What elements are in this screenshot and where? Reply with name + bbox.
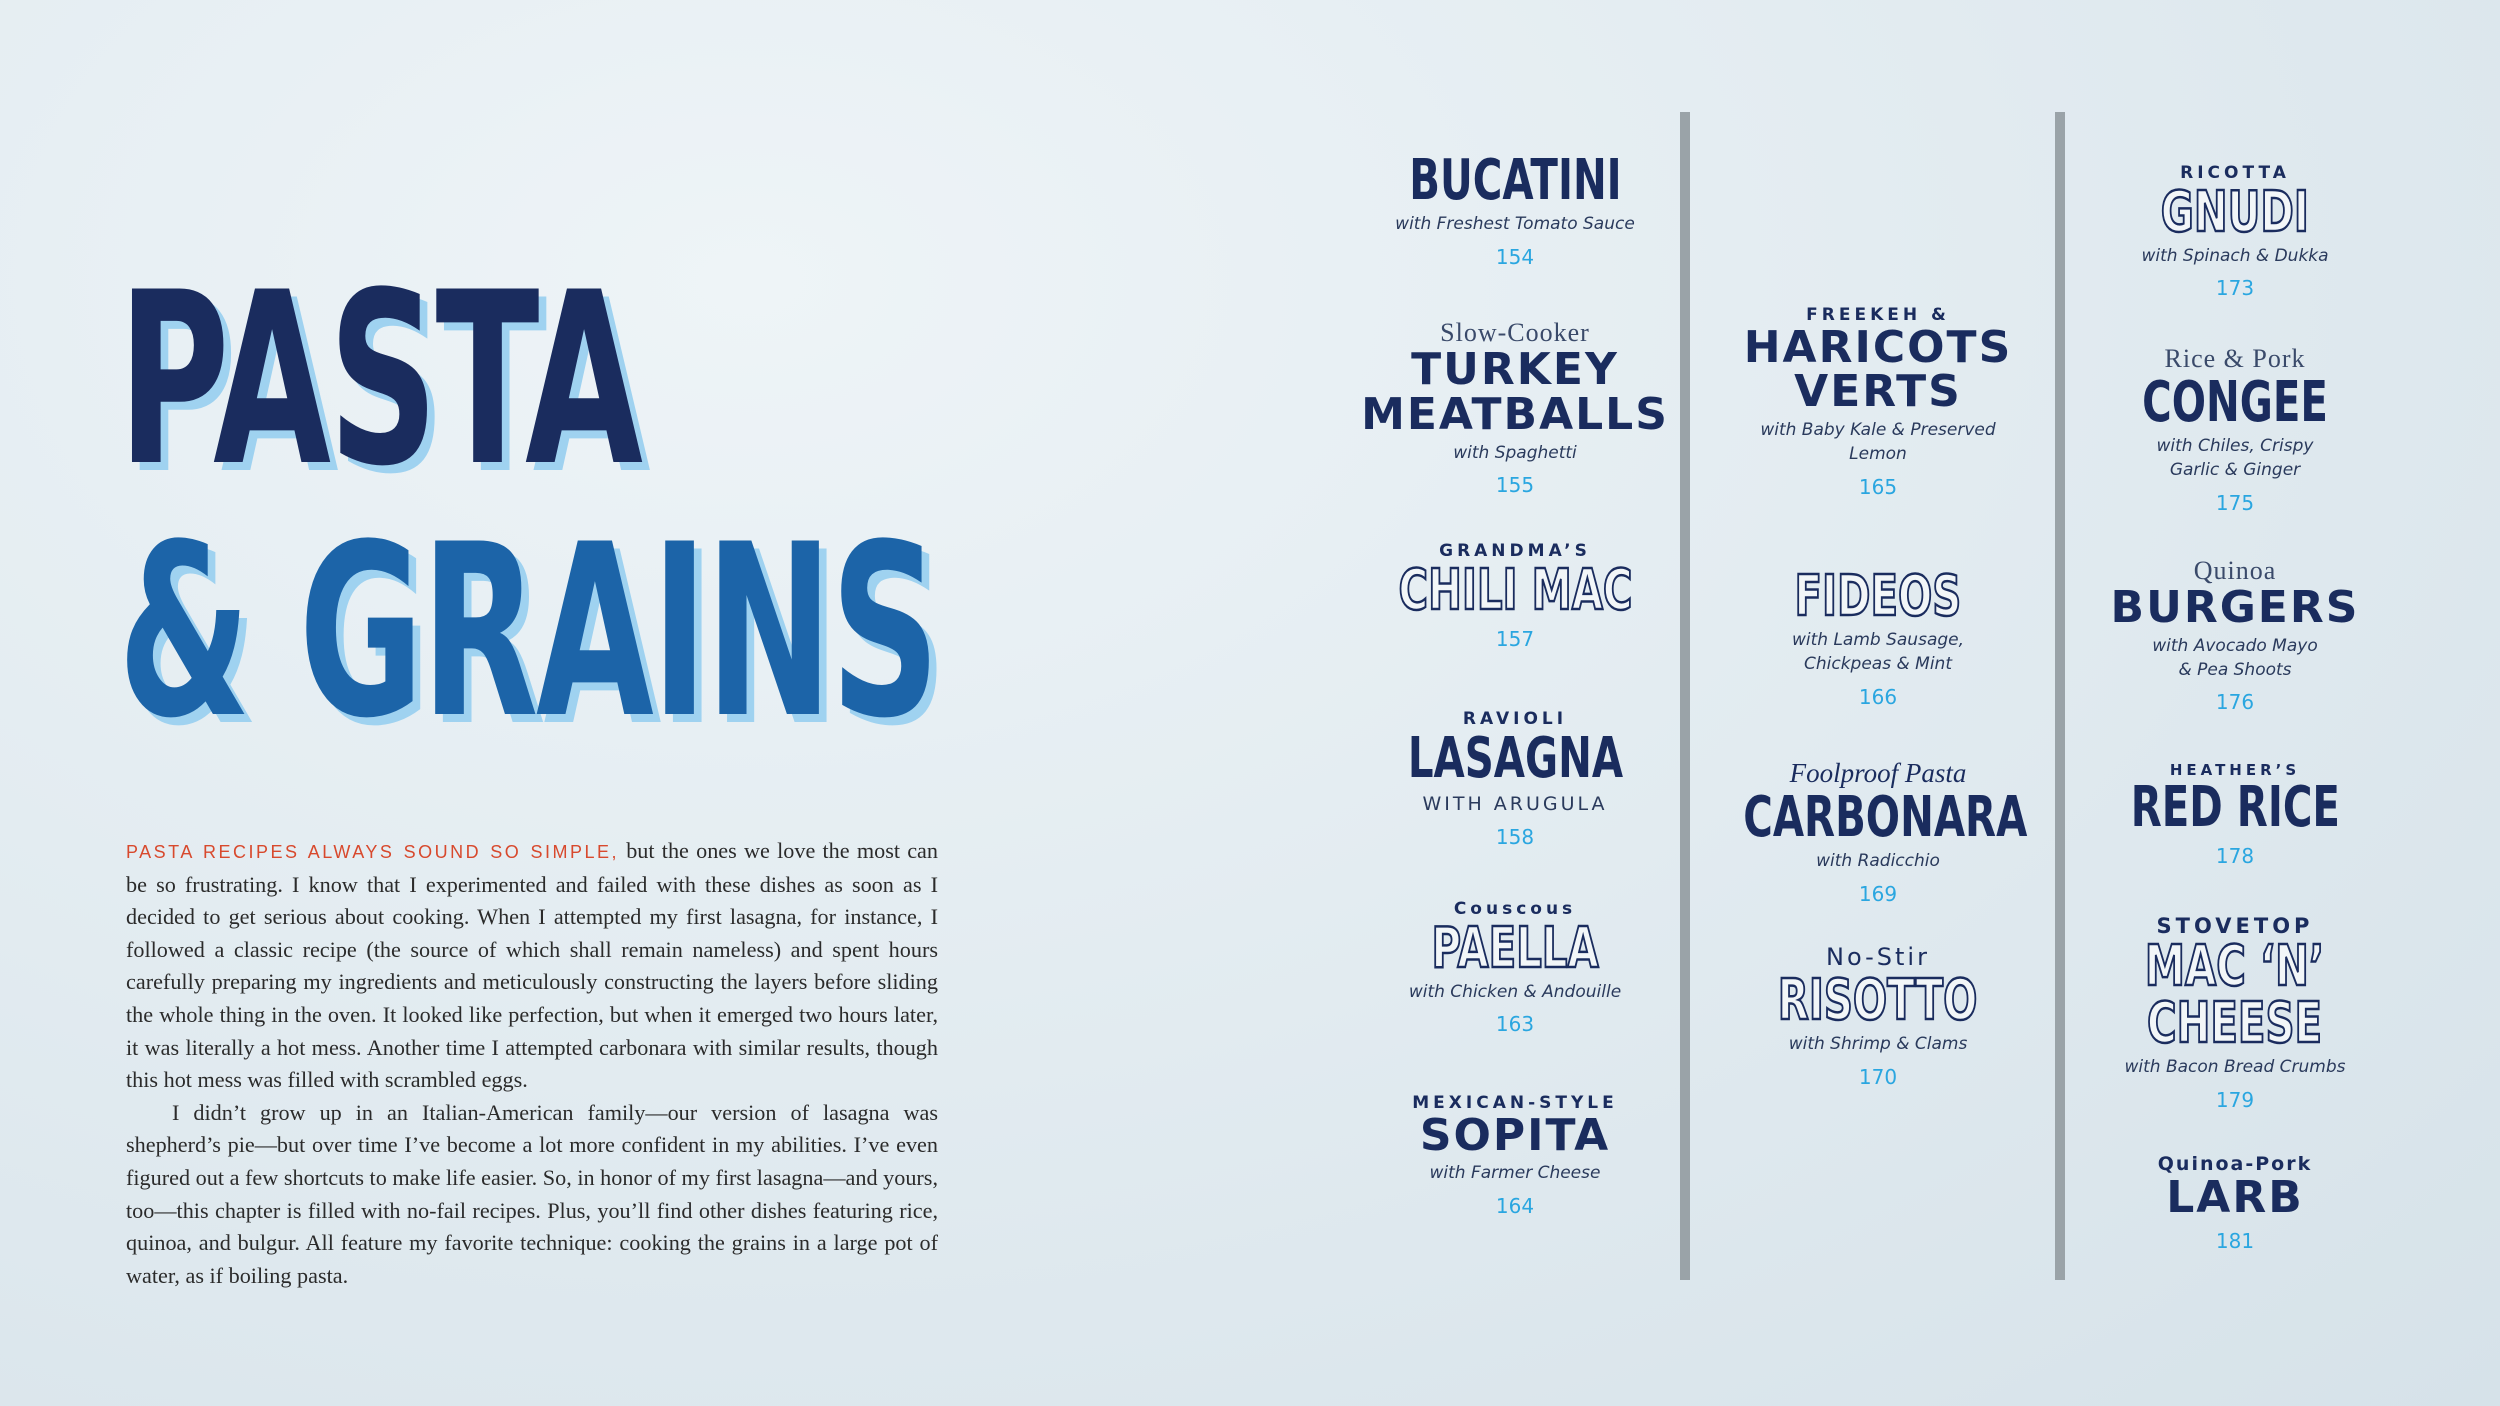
recipe-haricots-verts[interactable]: [1688, 306, 2068, 499]
recipe-name: RED RICE: [2130, 775, 2340, 841]
recipe-prefix: RICOTTA: [2180, 163, 2290, 183]
recipe-couscous-paella[interactable]: [1325, 900, 1705, 1036]
recipe-name-line-2: MEATBALLS: [1361, 388, 1669, 440]
recipe-page-number: 163: [1495, 1012, 1535, 1037]
recipe-name: LASAGNA: [1407, 725, 1623, 791]
recipe-prefix: STOVETOP: [2156, 914, 2314, 938]
recipe-name: CHILI MAC: [1397, 557, 1632, 623]
recipe-description: with Shrimp & Clams: [1788, 1033, 1968, 1054]
recipe-prefix: MEXICAN-STYLE: [1412, 1093, 1618, 1113]
recipe-description: with Freshest Tomato Sauce: [1395, 214, 1635, 235]
recipe-prefix: RAVIOLI: [1462, 709, 1568, 729]
recipe-prefix: Foolproof Pasta: [1789, 758, 1967, 788]
recipe-name-line-1: HARICOTS: [1743, 321, 2013, 373]
recipe-name-line-1: TURKEY: [1411, 343, 1619, 395]
recipe-name-line-2: VERTS: [1794, 366, 1962, 418]
recipe-name: RISOTTO: [1778, 967, 1978, 1033]
recipe-description-line-1: with Lamb Sausage,: [1791, 630, 1965, 651]
recipe-name: CARBONARA: [1743, 785, 2028, 851]
recipe-page-number: 170: [1858, 1064, 1898, 1089]
recipe-bucatini[interactable]: [1325, 148, 1705, 269]
chapter-title-line-1: PASTA: [118, 242, 641, 519]
recipe-prefix: No-Stir: [1826, 943, 1930, 971]
recipe-description: with Farmer Cheese: [1429, 1163, 1601, 1184]
intro-text-1: but the ones we love the most can be so frustrating. I know that I experimented and failed with these dishes as soon as I decided to get serious about cooking. When I attempted my first lasagna, for instance, I followed a classic recipe (the source of which shall remain nameless) and spent hours carefully preparing my ingredients and meticulously constructing the layers before sliding the whole thing in the oven. It looked like perfection, but when it emerged two hours later, it was literally a hot mess. Another time I attempted carbonara with similar results, though this hot mess was filled with scrambled eggs.: [126, 838, 938, 1093]
intro-lead: PASTA RECIPES ALWAYS SOUND SO SIMPLE,: [126, 842, 619, 862]
recipe-page-number: 157: [1495, 626, 1535, 651]
recipe-prefix: Quinoa-Pork: [2157, 1153, 2313, 1175]
recipe-prefix: GRANDMA’S: [1439, 541, 1591, 561]
recipe-description-line-2: Garlic & Ginger: [2169, 459, 2301, 480]
recipe-page-number: 173: [2215, 276, 2255, 301]
recipe-prefix: FREEKEH &: [1806, 305, 1950, 325]
recipe-name: GNUDI: [2160, 179, 2310, 245]
recipe-name: LARB: [2166, 1171, 2304, 1223]
recipe-description-line-1: with Baby Kale & Preserved: [1760, 420, 1996, 441]
recipe-page-number: 158: [1495, 825, 1535, 850]
recipe-description-line-2: & Pea Shoots: [2178, 659, 2292, 680]
recipe-ravioli-lasagna[interactable]: [1325, 710, 1705, 849]
recipe-page-number: 165: [1858, 474, 1898, 499]
recipe-name: SOPITA: [1419, 1109, 1611, 1161]
recipe-name: CONGEE: [2142, 369, 2328, 435]
recipe-prefix: Slow-Cooker: [1440, 318, 1590, 347]
recipe-ricotta-gnudi[interactable]: [2045, 164, 2425, 300]
recipe-prefix: Quinoa: [2193, 556, 2277, 585]
recipe-description-line-2: Lemon: [1849, 444, 1907, 465]
recipe-name: PAELLA: [1431, 915, 1599, 981]
chapter-title-line-2: & GRAINS: [118, 494, 938, 771]
recipe-page-number: 164: [1495, 1194, 1535, 1219]
recipe-page-number: 155: [1495, 473, 1535, 498]
recipe-page-number: 176: [2215, 690, 2255, 715]
recipe-prefix: Couscous: [1453, 899, 1577, 919]
intro-paragraph-1: [126, 835, 938, 1097]
recipe-name-line-1: MAC ‘N’: [2145, 934, 2325, 1000]
recipe-quinoa-burgers[interactable]: [2045, 556, 2425, 714]
chapter-intro: [126, 835, 938, 1292]
recipe-chili-mac[interactable]: [1325, 542, 1705, 651]
recipe-page-number: 178: [2215, 844, 2255, 869]
recipe-page-number: 169: [1858, 881, 1898, 906]
recipe-description: WITH ARUGULA: [1422, 792, 1608, 815]
recipe-page-number: 166: [1858, 684, 1898, 709]
recipe-description-line-1: with Avocado Mayo: [2152, 635, 2318, 656]
recipe-carbonara[interactable]: [1688, 758, 2068, 906]
recipe-description: with Chicken & Andouille: [1408, 981, 1622, 1002]
recipe-description: with Spaghetti: [1453, 442, 1577, 463]
recipe-description: with Spinach & Dukka: [2141, 245, 2329, 266]
recipe-description-line-2: Chickpeas & Mint: [1804, 653, 1952, 674]
recipe-description: with Radicchio: [1816, 851, 1940, 872]
recipe-prefix: Rice & Pork: [2164, 344, 2306, 373]
recipe-fideos[interactable]: [1688, 564, 2068, 709]
recipe-description-line-1: with Chiles, Crispy: [2156, 436, 2314, 456]
recipe-turkey-meatballs[interactable]: [1325, 318, 1705, 497]
recipe-sopita[interactable]: [1325, 1094, 1705, 1218]
recipe-page-number: 175: [2215, 490, 2255, 515]
recipe-description: with Bacon Bread Crumbs: [2124, 1057, 2346, 1078]
recipe-page-number: 154: [1495, 244, 1535, 269]
recipe-red-rice[interactable]: [2045, 762, 2425, 868]
recipe-prefix: HEATHER’S: [2169, 761, 2301, 779]
recipe-page-number: 181: [2215, 1228, 2255, 1253]
intro-paragraph-2: I didn’t grow up in an Italian-American family—our version of lasagna was shepherd’s pie—but over time I’ve become a lot more confident in my abilities. I’ve even figured out a few shortcuts to make life easier. So, in honor of my first lasagna—and yours, too—this chapter is filled with no-fail recipes. Plus, you’ll find other dishes featuring rice, quinoa, and bulgur. All feature my favorite technique: cooking the grains in a large pot of water, as if boiling pasta.: [126, 1099, 938, 1288]
recipe-quinoa-pork-larb[interactable]: [2045, 1154, 2425, 1253]
recipe-name-line-2: CHEESE: [2147, 991, 2323, 1057]
recipe-name: FIDEOS: [1794, 564, 1962, 629]
recipe-name: BUCATINI: [1408, 148, 1622, 213]
recipe-risotto[interactable]: [1688, 944, 2068, 1089]
recipe-mac-n-cheese[interactable]: [2045, 914, 2425, 1112]
recipe-name: BURGERS: [2110, 581, 2360, 633]
recipe-congee[interactable]: [2045, 344, 2425, 515]
recipe-page-number: 179: [2215, 1088, 2255, 1113]
